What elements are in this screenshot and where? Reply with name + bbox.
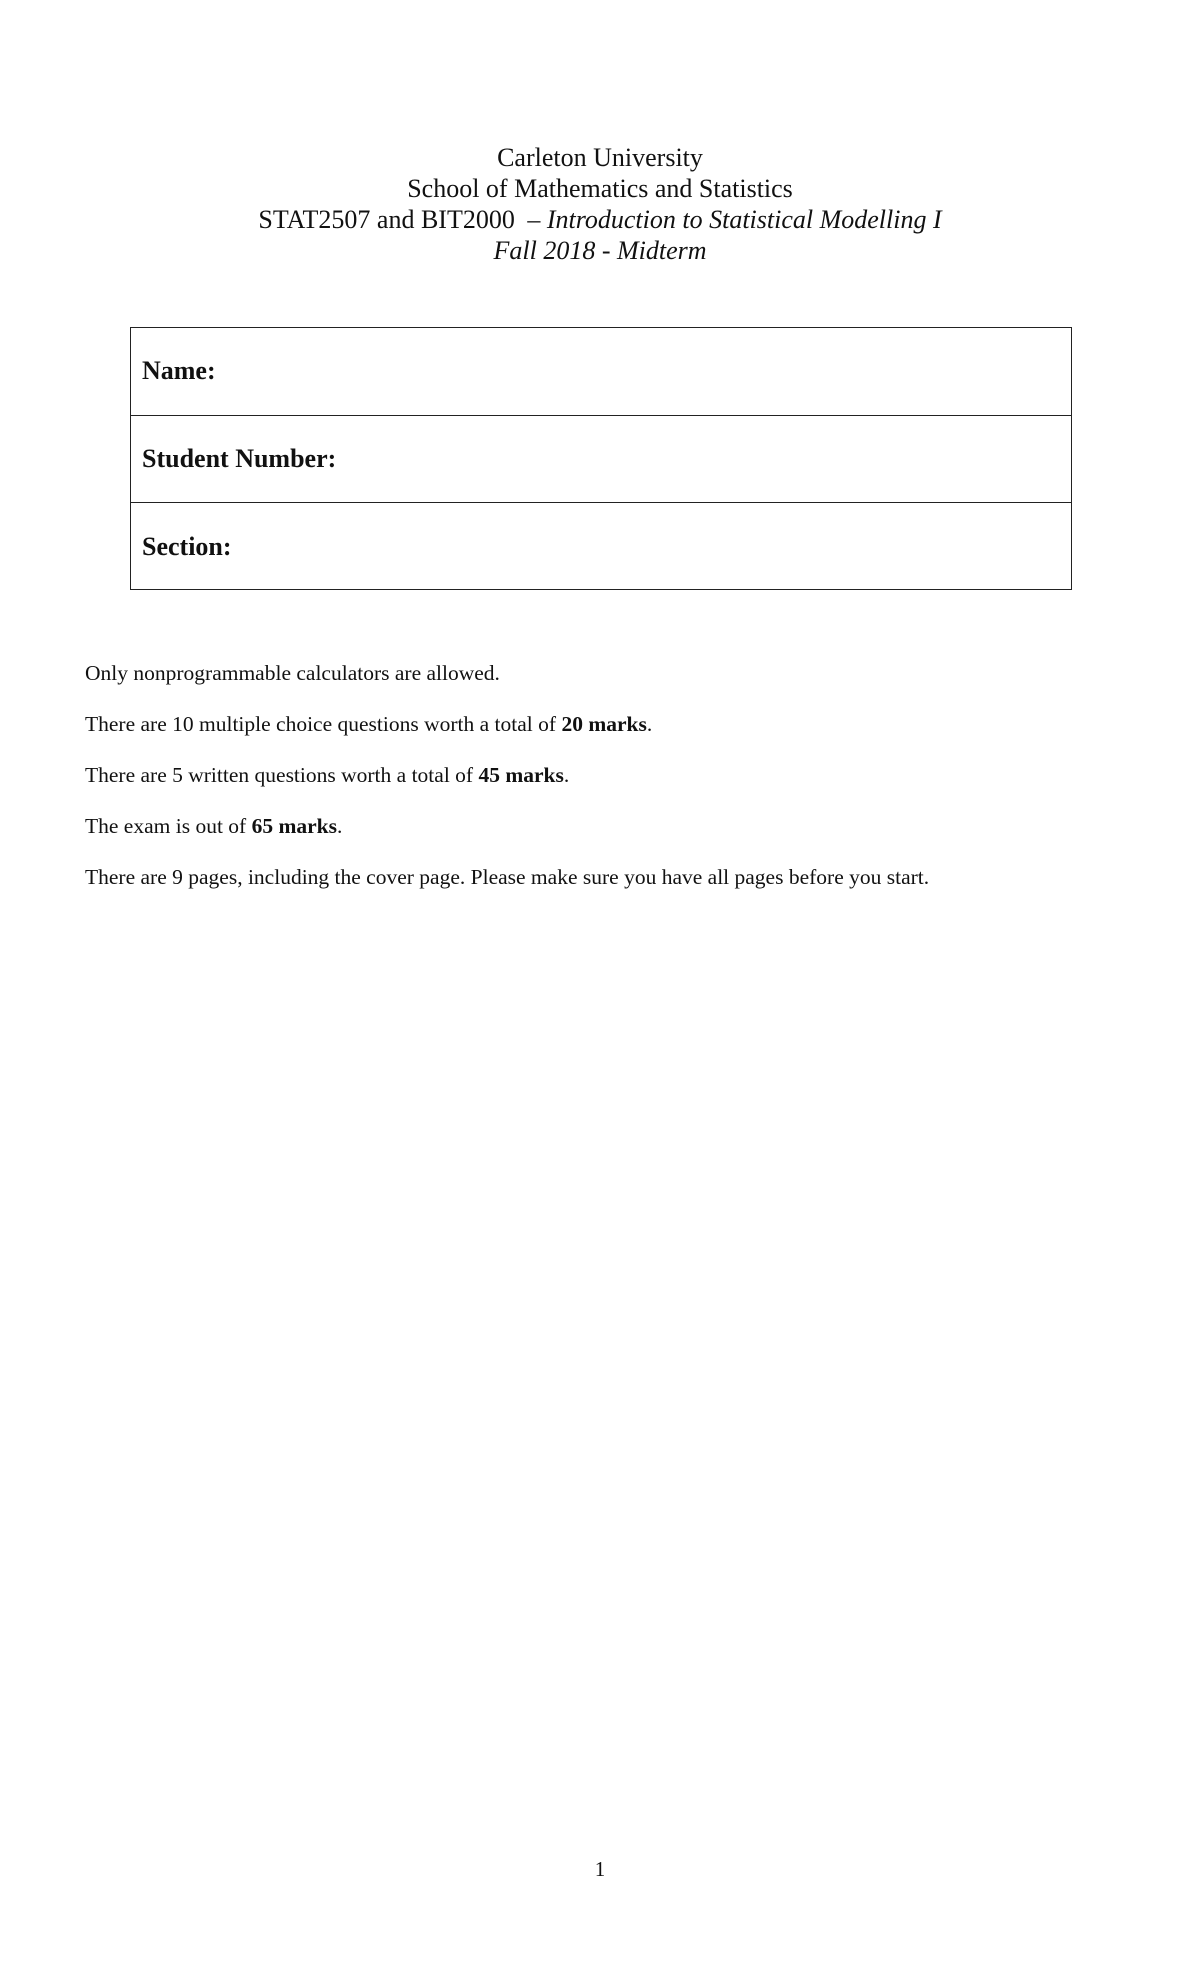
name-label: Name: — [142, 356, 216, 386]
total-instruction — [85, 813, 1135, 839]
mc-period: . — [646, 712, 653, 736]
written-period: . — [563, 763, 570, 787]
course-code: STAT2507 and BIT2000 — [258, 205, 515, 234]
mc-marks: 20 marks — [561, 712, 647, 736]
section-field[interactable] — [131, 503, 1071, 591]
student-number-label: Student Number: — [142, 444, 337, 474]
name-field[interactable] — [131, 328, 1071, 416]
course-line — [0, 204, 1200, 235]
total-marks: 65 marks — [251, 814, 337, 838]
pages-instruction: There are 9 pages, including the cover page. Please make sure you have all pages before you start. — [85, 865, 930, 889]
written-instruction — [85, 762, 1135, 788]
course-dash: – — [527, 205, 541, 234]
exam-term: Fall 2018 - Midterm — [493, 236, 707, 265]
total-prefix: The exam is out of — [85, 814, 252, 838]
written-marks: 45 marks — [478, 763, 564, 787]
calculator-instruction: Only nonprogrammable calculators are allowed. — [85, 661, 500, 685]
written-prefix: There are 5 written questions worth a total of — [85, 763, 479, 787]
mc-prefix: There are 10 multiple choice questions worth a total of — [85, 712, 562, 736]
multiple-choice-instruction — [85, 711, 1135, 737]
section-label: Section: — [142, 532, 232, 562]
exam-instructions — [85, 660, 1135, 915]
student-number-field[interactable] — [131, 416, 1071, 504]
school-name: School of Mathematics and Statistics — [407, 174, 793, 203]
course-title: Introduction to Statistical Modelling I — [546, 205, 942, 234]
page-number: 1 — [594, 1857, 606, 1881]
student-info-table — [130, 327, 1072, 590]
exam-header — [0, 142, 1200, 266]
total-period: . — [337, 814, 343, 838]
university-name: Carleton University — [497, 143, 703, 172]
